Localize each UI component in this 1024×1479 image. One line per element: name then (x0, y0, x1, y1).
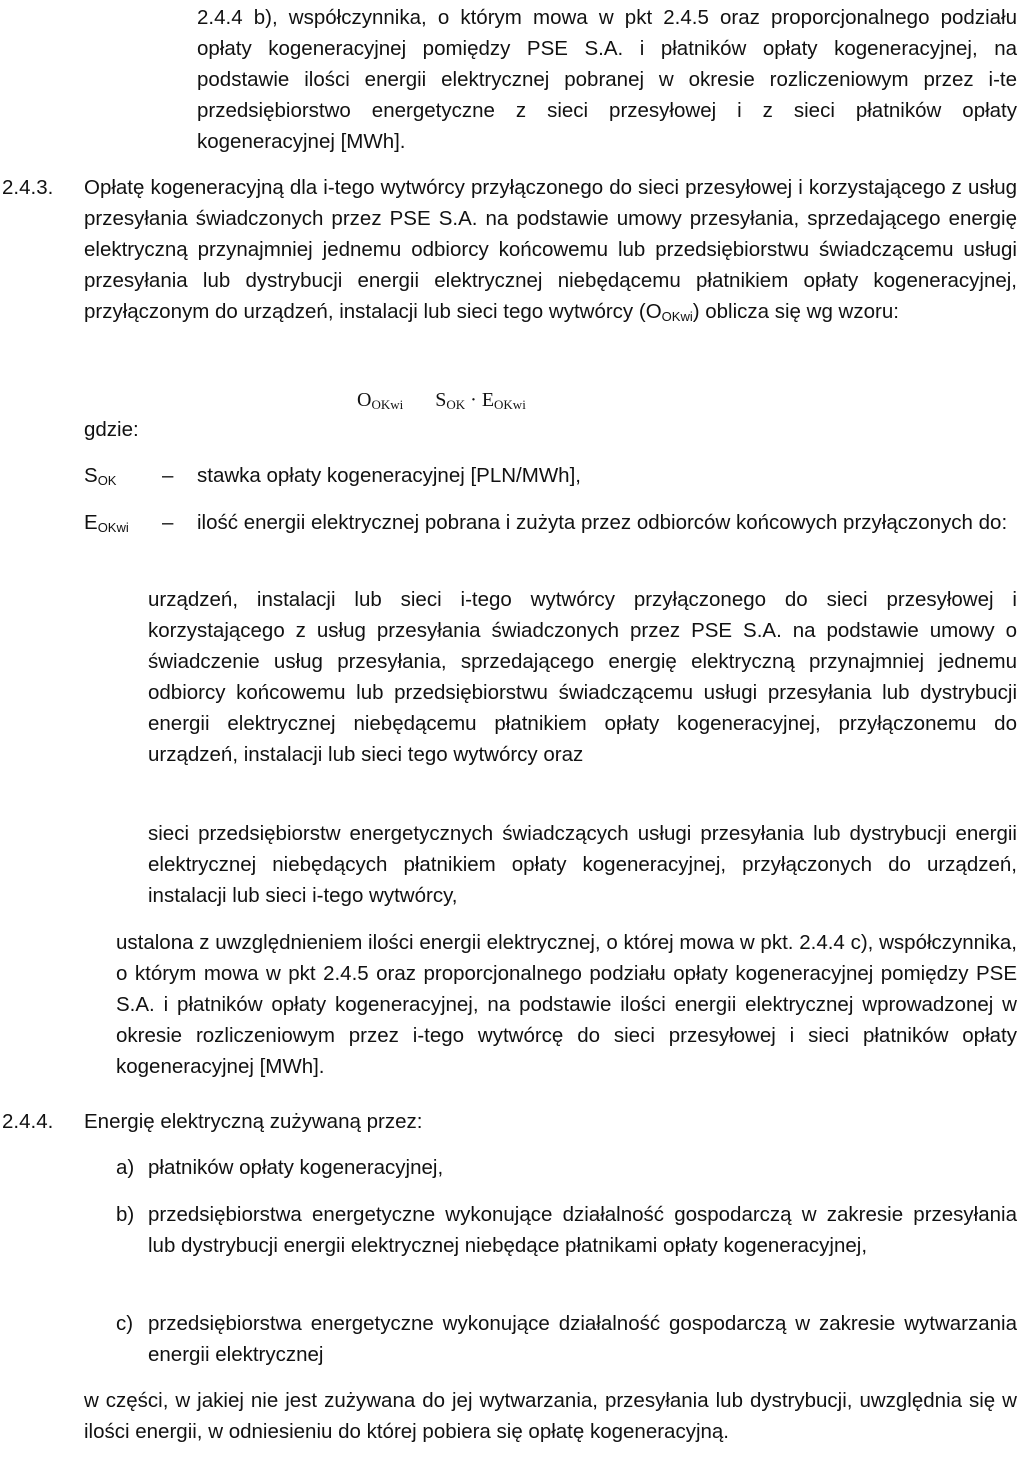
formula-rhs-e: E (481, 389, 495, 411)
section-243-text-end: ) oblicza się wg wzoru: (692, 300, 899, 323)
section-244-closing: w części, w jakiej nie jest zużywana do jej wytwarzania, przesyłania lub dystrybucji, uwzględnia się w ilości energii, w odniesieniu do której pobiera się opłatę kogeneracyjną. (84, 1389, 1017, 1443)
section-244-heading: Energię elektryczną zużywaną przez: (84, 1110, 423, 1133)
section-243-closing: ustalona z uwzględnieniem ilości energii elektrycznej, o której mowa w pkt. 2.4.4 c), współczynnika, o którym mowa w pkt 2.4.5 oraz proporcjonalnego podziału opłaty kogeneracyjnej pomiędzy PSE S.A. i płatników opłaty kogeneracyjnej, na podstawie ilości energii elektrycznej wprowadzonej w okresie rozliczeniowym przez i-tego wytwórcę do sieci przesyłowej i sieci płatników opłaty kogeneracyjnej [MWh]. (116, 931, 1017, 1078)
list-item-label: b) (116, 1203, 135, 1226)
definition-symbol-sok: $S_{OK}$ (84, 464, 117, 488)
section-243-symbol-sub: OKwi (661, 309, 693, 324)
section-243-number: 2.4.3. (2, 176, 54, 199)
sub-paragraph-installations: urządzeń, instalacji lub sieci i-tego wytwórcy przyłączonego do sieci przesyłowej i korzystającego z usług przesyłania świadczonych przez PSE S.A. na podstawie umowy o świadczenie usług przesyłania, sprzedającego energię elektryczną przynajmniej jednemu odbiorcy końcowemu lub przedsiębiorstwu świadczącemu usługi przesyłania lub dystrybucji energii elektrycznej niebędącemu płatnikiem opłaty kogeneracyjnej, przyłączonemu do urządzeń, instalacji lub sieci tego wytwórcy oraz (148, 588, 1017, 766)
list-item-label: a) (116, 1156, 135, 1179)
list-item-text: płatników opłaty kogeneracyjnej, (148, 1156, 444, 1179)
formula-rhs-s-sub: OK (446, 397, 466, 412)
where-label: gdzie: (84, 418, 139, 441)
definition-dash: – (162, 464, 174, 487)
formula-lhs: O (357, 389, 372, 411)
formula-operator: · (470, 389, 477, 411)
definition-text-eokwi: ilość energii elektrycznej pobrana i zużyta przez odbiorców końcowych przyłączonych do: (197, 511, 1008, 534)
formula-rhs-s: S (435, 389, 447, 411)
section-244-number: 2.4.4. (2, 1110, 54, 1133)
sub-paragraph-networks: sieci przedsiębiorstw energetycznych świadczących usługi przesyłania lub dystrybucji energii elektrycznej niebędących płatnikiem opłaty kogeneracyjnej, przyłączonych do urządzeń, instalacji lub sieci i-tego wytwórcy, (148, 822, 1017, 907)
definition-symbol-eokwi: $E_{OKwi}$ (84, 511, 129, 535)
section-243-paragraph (84, 172, 1017, 332)
list-item-text: przedsiębiorstwa energetyczne wykonujące działalność gospodarczą w zakresie przesyłania lub dystrybucji energii elektrycznej niebędące płatnikami opłaty kogeneracyjnej, (148, 1203, 1017, 1257)
section-243-text: Opłatę kogeneracyjną dla i-tego wytwórcy przyłączonego do sieci przesyłowej i korzystającego z usług przesyłania świadczonych przez PSE S.A. na podstawie umowy przesyłania, sprzedającego energię elektryczną przynajmniej jednemu odbiorcy końcowemu lub przedsiębiorstwu świadczącemu usługi przesyłania lub dystrybucji energii elektrycznej niebędącemu płatnikiem opłaty kogeneracyjnej, przyłączonym do urządzeń, instalacji lub sieci tego wytwórcy (O (84, 176, 1017, 323)
list-item-text: przedsiębiorstwa energetyczne wykonujące działalność gospodarczą w zakresie wytwarzania energii elektrycznej (148, 1312, 1017, 1366)
list-item-label: c) (116, 1312, 134, 1335)
definition-text-sok: stawka opłaty kogeneracyjnej [PLN/MWh], (197, 464, 581, 487)
definition-dash: – (162, 511, 174, 534)
formula-lhs-sub: OKwi (371, 397, 404, 412)
intro-paragraph: 2.4.4 b), współczynnika, o którym mowa w pkt 2.4.5 oraz proporcjonalnego podziału opłaty kogeneracyjnej pomiędzy PSE S.A. i płatników opłaty kogeneracyjnej, na podstawie ilości energii elektrycznej pobranej w okresie rozliczeniowym przez i-te przedsiębiorstwo energetyczne z sieci przesyłowej i z sieci płatników opłaty kogeneracyjnej [MWh]. (197, 6, 1017, 153)
formula-rhs-e-sub: OKwi (494, 397, 526, 412)
formula (357, 385, 526, 420)
